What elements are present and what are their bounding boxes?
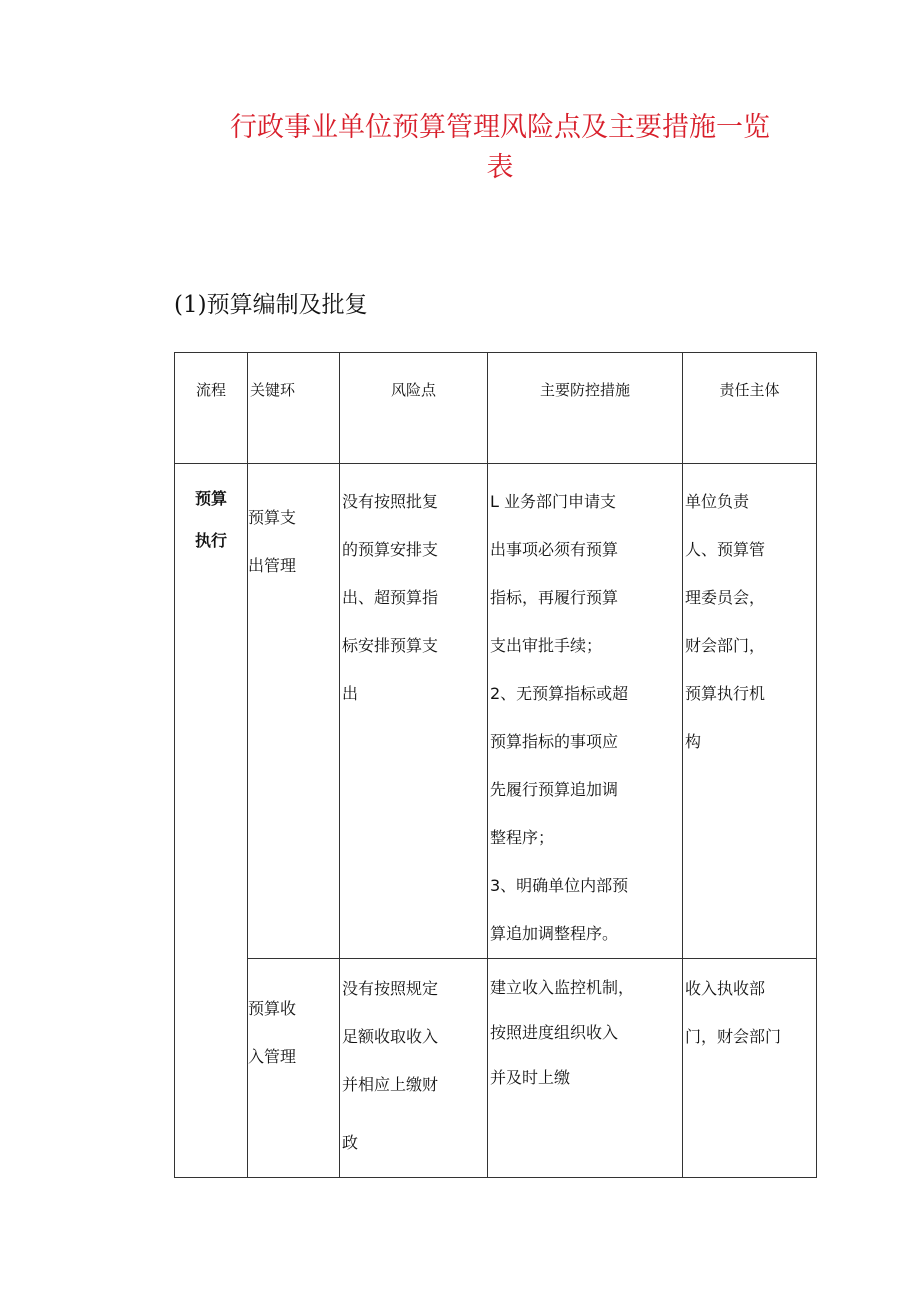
- responsible-line: 单位负责: [685, 492, 750, 511]
- title-line-2: 表: [486, 152, 514, 183]
- responsible-line: 构: [685, 732, 702, 751]
- measure-line: 先履行预算追加调: [490, 780, 619, 799]
- responsible-line: 门，财会部门: [685, 1027, 782, 1046]
- measure-line: L 业务部门申请支: [490, 492, 617, 511]
- measure-line: 按照进度组织收入: [490, 1023, 619, 1042]
- measure-line: 并及时上缴: [490, 1068, 571, 1087]
- risk-line: 并相应上缴财: [342, 1075, 439, 1094]
- key-link-cell: [248, 959, 340, 1178]
- table-row: [175, 959, 817, 1178]
- process-line: 预算: [194, 489, 227, 508]
- measures-cell: [488, 464, 683, 959]
- header-cell-measures: 主要防控措施: [488, 353, 683, 464]
- title-line-1: 行政事业单位预算管理风险点及主要措施一览: [230, 112, 770, 143]
- measure-line: 预算指标的事项应: [490, 732, 619, 751]
- measure-line: 3、明确单位内部预: [490, 876, 629, 895]
- header-cell-key-link: 关键环: [248, 353, 340, 464]
- key-link-line: 预算收: [248, 999, 297, 1018]
- responsible-line: 财会部门，: [685, 636, 766, 655]
- key-link-line: 预算支: [248, 508, 297, 527]
- document-title: [150, 108, 850, 188]
- header-cell-risk-point: 风险点: [340, 353, 488, 464]
- measures-cell: [488, 959, 683, 1178]
- key-link-line: 出管理: [248, 556, 297, 575]
- measure-line: 支出审批手续；: [490, 636, 603, 655]
- measure-line: 指标，再履行预算: [490, 588, 619, 607]
- responsible-cell: [683, 959, 817, 1178]
- table-header-row: [175, 353, 817, 464]
- risk-line: 没有按照规定: [342, 979, 439, 998]
- risk-line: 政: [342, 1133, 359, 1152]
- responsible-line: 理委员会，: [685, 588, 766, 607]
- measure-line: 算追加调整程序。: [490, 924, 619, 943]
- risk-line: 出、超预算指: [342, 588, 439, 607]
- measure-line: 建立收入监控机制，: [490, 978, 635, 997]
- section-heading: (1)预算编制及批复: [174, 292, 368, 318]
- measure-line: 整程序；: [490, 828, 555, 847]
- responsible-line: 预算执行机: [685, 684, 766, 703]
- risk-cell: [340, 959, 488, 1178]
- risk-line: 没有按照批复: [342, 492, 439, 511]
- measure-line: 出事项必须有预算: [490, 540, 619, 559]
- table-row: [175, 464, 817, 959]
- responsible-line: 收入执收部: [685, 979, 766, 998]
- process-cell: [175, 464, 248, 1178]
- key-link-line: 入管理: [248, 1047, 297, 1066]
- risk-cell: [340, 464, 488, 959]
- risk-line: 的预算安排支: [342, 540, 439, 559]
- risk-line: 足额收取收入: [342, 1027, 439, 1046]
- header-cell-process: 流程: [175, 353, 248, 464]
- responsible-cell: [683, 464, 817, 959]
- process-line: 执行: [194, 531, 227, 550]
- key-link-cell: [248, 464, 340, 959]
- measure-line: 2、无预算指标或超: [490, 684, 629, 703]
- risk-line: 标安排预算支: [342, 636, 439, 655]
- header-cell-responsible: 责任主体: [683, 353, 817, 464]
- risk-line: 出: [342, 684, 359, 703]
- risk-table: [174, 352, 817, 1178]
- responsible-line: 人、预算管: [685, 540, 766, 559]
